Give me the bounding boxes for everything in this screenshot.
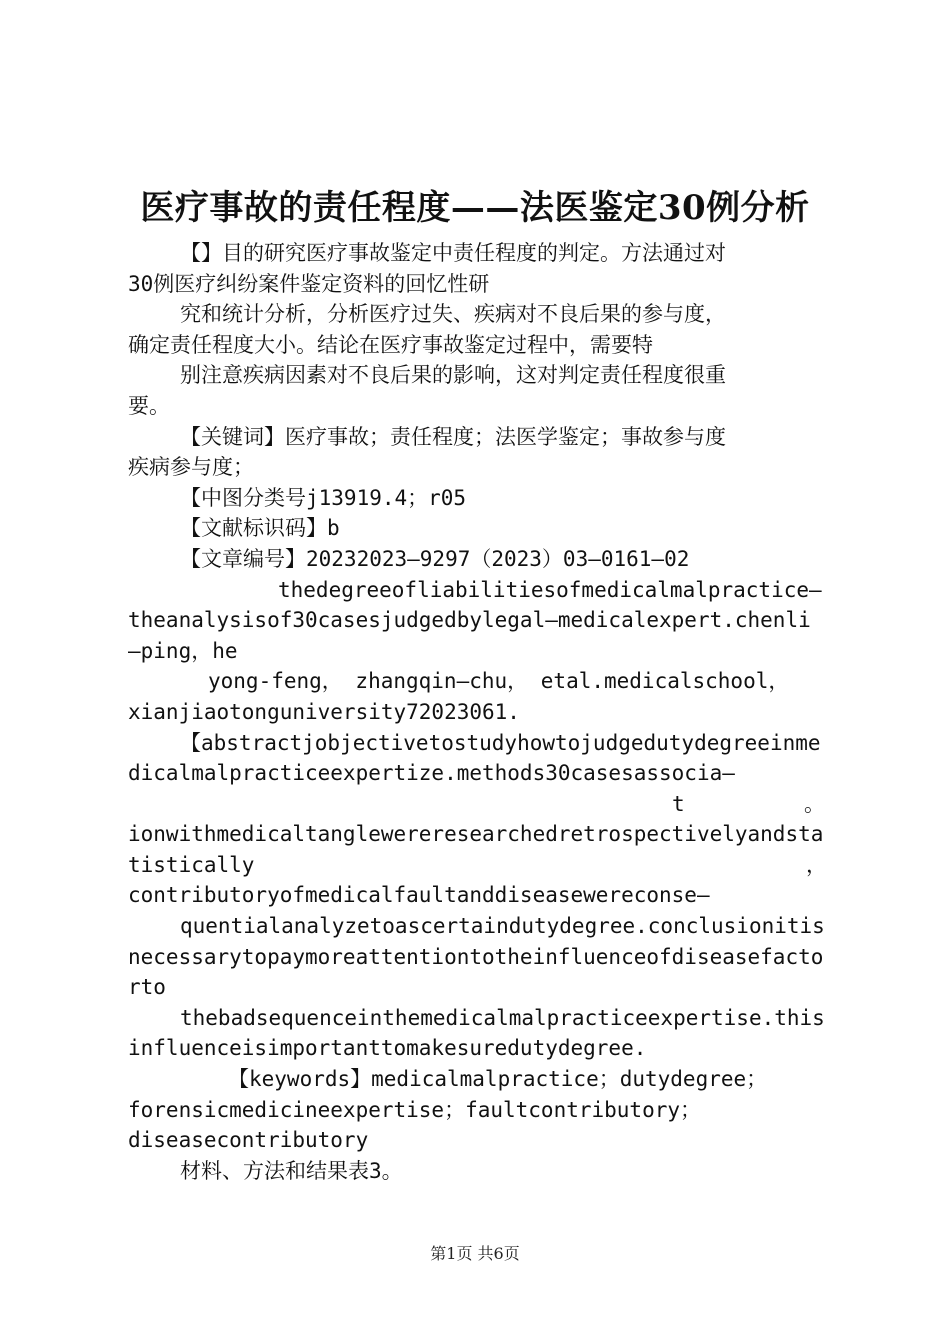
text-line: 疾病参与度； (128, 455, 254, 480)
text-line: —ping，he (128, 638, 238, 663)
text-line: 究和统计分析，分析医疗过失、疾病对不良后果的参与度， (180, 302, 726, 327)
text-fragment: 。 (804, 791, 825, 816)
text-line: 【中图分类号j13919.4；r05 (180, 485, 467, 510)
text-fragment: t (672, 791, 685, 816)
text-line: rto (128, 975, 166, 1000)
text-line: ionwithmedicaltanglewereresearchedretrospectivelyandsta (128, 822, 824, 847)
text-line: 材料、方法和结果表3。 (180, 1158, 403, 1183)
text-line: 30例医疗纠纷案件鉴定资料的回忆性研 (128, 271, 490, 296)
text-line: dicalmalpracticeexpertize.methods30casesassocia— (128, 761, 735, 786)
text-line: yong-feng， zhangqin—chu， etal.medicalschool， (208, 669, 790, 694)
text-line: xianjiaotonguniversity72023061. (128, 699, 520, 724)
text-line: diseasecontributory (128, 1128, 369, 1153)
text-line-split (128, 789, 832, 820)
text-line: 【】目的研究医疗事故鉴定中责任程度的判定。方法通过对 (180, 241, 726, 265)
text-line: 【keywords】medicalmalpractice；dutydegree； (228, 1067, 768, 1092)
text-line: 【文章编号】20232023—9297（2023）03—0161—02 (180, 546, 690, 571)
text-line: forensicmedicineexpertise；faultcontributory； (128, 1097, 702, 1122)
text-line: 确定责任程度大小。结论在医疗事故鉴定过程中，需要特 (128, 332, 653, 357)
text-line: contributoryofmedicalfaultanddiseasewereconse— (128, 883, 710, 908)
page-number: 第1页 共6页 (430, 1244, 520, 1263)
text-line: thedegreeofliabilitiesofmedicalmalpractice— (278, 577, 822, 602)
text-line: thebadsequenceinthemedicalmalpracticeexpertise.this (180, 1005, 825, 1030)
text-line: 【关键词】医疗事故；责任程度；法医学鉴定；事故参与度 (180, 424, 726, 449)
text-fragment: tistically (128, 852, 255, 877)
text-line: theanalysisof30casesjudgedbylegal—medicalexpert.chenli (128, 608, 811, 633)
text-line: influenceisimportanttomakesuredutydegree. (128, 1036, 647, 1061)
text-fragment: ， (806, 852, 827, 877)
text-line: 【文献标识码】b (180, 516, 340, 541)
document-body (128, 238, 832, 1186)
text-line: 要。 (128, 393, 170, 418)
text-line: 别注意疾病因素对不良后果的影响，这对判定责任程度很重 (180, 363, 726, 388)
text-line: quentialanalyzetoascertaindutydegree.conclusionitis (180, 914, 825, 939)
document-title: 医疗事故的责任程度——法医鉴定30例分析 (140, 188, 810, 228)
text-line-split (128, 850, 832, 881)
text-line: 【abstractjobjectivetostudyhowtojudgedutydegreeinme (180, 730, 821, 755)
text-line: necessarytopaymoreattentiontotheinfluenceofdiseasefacto (128, 944, 824, 969)
